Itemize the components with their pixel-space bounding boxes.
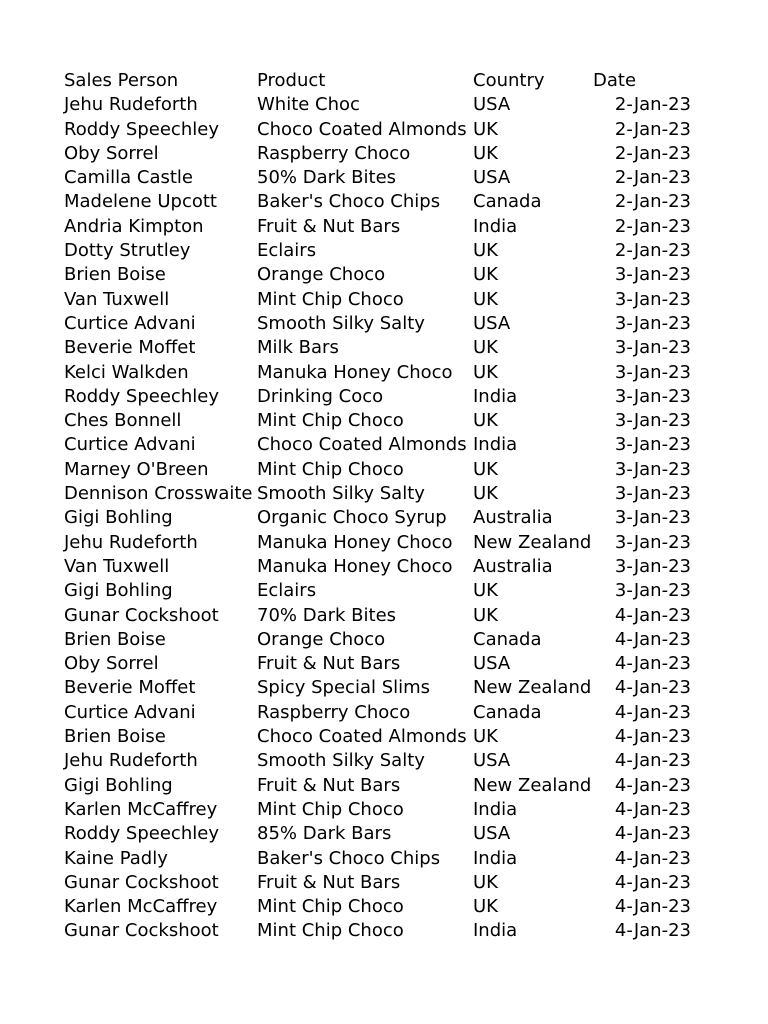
- table-row: [64, 312, 691, 336]
- table-row: [64, 288, 691, 312]
- cell-date: 2-Jan-23: [614, 118, 691, 140]
- table-row: [64, 458, 691, 482]
- cell-country: USA: [473, 823, 511, 845]
- cell-sales-person: Gunar Cockshoot: [64, 604, 219, 626]
- cell-product: Fruit & Nut Bars: [257, 871, 401, 893]
- cell-date: 2-Jan-23: [614, 94, 691, 116]
- cell-product: Orange Choco: [257, 628, 386, 650]
- cell-date: 4-Jan-23: [614, 677, 691, 699]
- cell-date: 4-Jan-23: [614, 774, 691, 796]
- table-row: [64, 142, 691, 166]
- table-row: [64, 433, 691, 457]
- cell-sales-person: Roddy Speechley: [64, 823, 219, 845]
- cell-sales-person: Oby Sorrel: [64, 653, 159, 675]
- cell-sales-person: Dotty Strutley: [64, 240, 191, 262]
- cell-sales-person: Roddy Speechley: [64, 118, 219, 140]
- cell-date: 4-Jan-23: [614, 896, 691, 918]
- sales-table: [64, 69, 691, 944]
- cell-product: Eclairs: [257, 580, 317, 602]
- cell-sales-person: Dennison Crosswaite: [64, 483, 253, 505]
- cell-country: USA: [473, 750, 511, 772]
- cell-date: 4-Jan-23: [614, 920, 691, 942]
- cell-country: India: [473, 434, 518, 456]
- cell-sales-person: Gunar Cockshoot: [64, 871, 219, 893]
- cell-country: UK: [473, 483, 498, 505]
- cell-country: Australia: [473, 555, 553, 577]
- cell-date: 3-Jan-23: [614, 410, 691, 432]
- cell-product: Choco Coated Almonds: [257, 434, 467, 456]
- table-row: [64, 701, 691, 725]
- cell-date: 3-Jan-23: [614, 434, 691, 456]
- cell-date: 3-Jan-23: [614, 385, 691, 407]
- cell-product: Fruit & Nut Bars: [257, 215, 401, 237]
- cell-product: Mint Chip Choco: [257, 458, 404, 480]
- table-row: [64, 93, 691, 117]
- cell-product: Choco Coated Almonds: [257, 118, 467, 140]
- table-row: [64, 749, 691, 773]
- cell-country: UK: [473, 458, 498, 480]
- cell-sales-person: Brien Boise: [64, 726, 166, 748]
- cell-country: New Zealand: [473, 774, 592, 796]
- table-row: [64, 555, 691, 579]
- table-row: [64, 263, 691, 287]
- cell-country: India: [473, 798, 518, 820]
- cell-country: UK: [473, 604, 498, 626]
- cell-country: UK: [473, 580, 498, 602]
- table-row: [64, 919, 691, 943]
- table-row: [64, 652, 691, 676]
- table-row: [64, 847, 691, 871]
- cell-date: 4-Jan-23: [614, 628, 691, 650]
- cell-product: Smooth Silky Salty: [257, 750, 425, 772]
- table-row: [64, 482, 691, 506]
- cell-product: Orange Choco: [257, 264, 386, 286]
- cell-sales-person: Brien Boise: [64, 264, 166, 286]
- cell-product: Baker's Choco Chips: [257, 847, 441, 869]
- cell-country: UK: [473, 871, 498, 893]
- cell-product: Manuka Honey Choco: [257, 361, 453, 383]
- cell-sales-person: Brien Boise: [64, 628, 166, 650]
- cell-product: Fruit & Nut Bars: [257, 653, 401, 675]
- cell-sales-person: Madelene Upcott: [64, 191, 217, 213]
- cell-sales-person: Van Tuxwell: [64, 555, 170, 577]
- table-row: [64, 409, 691, 433]
- cell-date: 3-Jan-23: [614, 555, 691, 577]
- cell-country: UK: [473, 896, 498, 918]
- cell-date: 4-Jan-23: [614, 750, 691, 772]
- cell-date: 4-Jan-23: [614, 798, 691, 820]
- cell-sales-person: Kaine Padly: [64, 847, 168, 869]
- cell-sales-person: Van Tuxwell: [64, 288, 170, 310]
- header-date: Date: [593, 70, 637, 91]
- cell-country: UK: [473, 410, 498, 432]
- table-row: [64, 604, 691, 628]
- cell-product: White Choc: [257, 94, 360, 116]
- cell-date: 3-Jan-23: [614, 507, 691, 529]
- cell-date: 4-Jan-23: [614, 701, 691, 723]
- cell-country: USA: [473, 653, 511, 675]
- cell-date: 3-Jan-23: [614, 264, 691, 286]
- table-row: [64, 822, 691, 846]
- cell-country: UK: [473, 240, 498, 262]
- cell-sales-person: Andria Kimpton: [64, 215, 204, 237]
- cell-product: Manuka Honey Choco: [257, 531, 453, 553]
- cell-date: 4-Jan-23: [614, 604, 691, 626]
- table-header-row: [64, 69, 691, 93]
- table-row: [64, 725, 691, 749]
- table-row: [64, 579, 691, 603]
- cell-country: India: [473, 215, 518, 237]
- cell-product: Mint Chip Choco: [257, 896, 404, 918]
- cell-date: 3-Jan-23: [614, 337, 691, 359]
- cell-country: New Zealand: [473, 531, 592, 553]
- table-row: [64, 215, 691, 239]
- cell-date: 3-Jan-23: [614, 458, 691, 480]
- cell-date: 2-Jan-23: [614, 142, 691, 164]
- header-country: Country: [473, 70, 545, 91]
- header-product: Product: [257, 70, 326, 91]
- cell-sales-person: Roddy Speechley: [64, 385, 219, 407]
- cell-sales-person: Oby Sorrel: [64, 142, 159, 164]
- cell-sales-person: Karlen McCaffrey: [64, 798, 218, 820]
- cell-sales-person: Jehu Rudeforth: [64, 94, 198, 116]
- table-row: [64, 676, 691, 700]
- cell-sales-person: Ches Bonnell: [64, 410, 182, 432]
- cell-sales-person: Beverie Moffet: [64, 677, 196, 699]
- table-row: [64, 774, 691, 798]
- cell-country: UK: [473, 142, 498, 164]
- cell-sales-person: Jehu Rudeforth: [64, 531, 198, 553]
- cell-date: 4-Jan-23: [614, 847, 691, 869]
- cell-product: 70% Dark Bites: [257, 604, 397, 626]
- cell-sales-person: Kelci Walkden: [64, 361, 189, 383]
- cell-country: USA: [473, 312, 511, 334]
- cell-product: Raspberry Choco: [257, 142, 411, 164]
- cell-country: UK: [473, 118, 498, 140]
- cell-product: Milk Bars: [257, 337, 339, 359]
- table-row: [64, 361, 691, 385]
- header-sales-person: Sales Person: [64, 70, 179, 91]
- cell-country: UK: [473, 288, 498, 310]
- cell-product: Drinking Coco: [257, 385, 384, 407]
- table-row: [64, 895, 691, 919]
- cell-country: Canada: [473, 191, 542, 213]
- cell-date: 2-Jan-23: [614, 215, 691, 237]
- cell-country: India: [473, 920, 518, 942]
- cell-product: Manuka Honey Choco: [257, 555, 453, 577]
- cell-sales-person: Marney O'Breen: [64, 458, 209, 480]
- cell-product: 50% Dark Bites: [257, 167, 397, 189]
- cell-product: Raspberry Choco: [257, 701, 411, 723]
- table-row: [64, 798, 691, 822]
- cell-country: UK: [473, 264, 498, 286]
- cell-sales-person: Beverie Moffet: [64, 337, 196, 359]
- table-row: [64, 506, 691, 530]
- cell-date: 4-Jan-23: [614, 653, 691, 675]
- cell-date: 4-Jan-23: [614, 871, 691, 893]
- cell-sales-person: Curtice Advani: [64, 312, 196, 334]
- cell-product: Smooth Silky Salty: [257, 483, 425, 505]
- cell-country: Canada: [473, 628, 542, 650]
- cell-product: Mint Chip Choco: [257, 798, 404, 820]
- cell-product: 85% Dark Bars: [257, 823, 392, 845]
- cell-country: UK: [473, 337, 498, 359]
- cell-country: Australia: [473, 507, 553, 529]
- cell-product: Mint Chip Choco: [257, 410, 404, 432]
- cell-country: UK: [473, 361, 498, 383]
- cell-country: New Zealand: [473, 677, 592, 699]
- cell-date: 3-Jan-23: [614, 483, 691, 505]
- cell-product: Fruit & Nut Bars: [257, 774, 401, 796]
- cell-product: Mint Chip Choco: [257, 920, 404, 942]
- table-row: [64, 239, 691, 263]
- table-row: [64, 166, 691, 190]
- cell-date: 4-Jan-23: [614, 726, 691, 748]
- table-row: [64, 871, 691, 895]
- table-row: [64, 336, 691, 360]
- cell-country: USA: [473, 94, 511, 116]
- cell-date: 2-Jan-23: [614, 191, 691, 213]
- cell-country: UK: [473, 726, 498, 748]
- cell-country: USA: [473, 167, 511, 189]
- cell-sales-person: Gigi Bohling: [64, 507, 173, 529]
- cell-sales-person: Curtice Advani: [64, 434, 196, 456]
- table-row: [64, 118, 691, 142]
- table-row: [64, 628, 691, 652]
- cell-product: Mint Chip Choco: [257, 288, 404, 310]
- cell-product: Smooth Silky Salty: [257, 312, 425, 334]
- cell-country: India: [473, 847, 518, 869]
- cell-date: 3-Jan-23: [614, 361, 691, 383]
- cell-date: 2-Jan-23: [614, 240, 691, 262]
- cell-product: Spicy Special Slims: [257, 677, 431, 699]
- table-row: [64, 531, 691, 555]
- cell-country: India: [473, 385, 518, 407]
- cell-product: Baker's Choco Chips: [257, 191, 441, 213]
- table-body: [64, 93, 691, 943]
- cell-date: 3-Jan-23: [614, 580, 691, 602]
- table-row: [64, 385, 691, 409]
- cell-product: Organic Choco Syrup: [257, 507, 447, 529]
- cell-sales-person: Gigi Bohling: [64, 580, 173, 602]
- cell-sales-person: Camilla Castle: [64, 167, 193, 189]
- cell-product: Eclairs: [257, 240, 317, 262]
- cell-sales-person: Gigi Bohling: [64, 774, 173, 796]
- cell-date: 3-Jan-23: [614, 531, 691, 553]
- cell-sales-person: Karlen McCaffrey: [64, 896, 218, 918]
- cell-sales-person: Jehu Rudeforth: [64, 750, 198, 772]
- cell-date: 2-Jan-23: [614, 167, 691, 189]
- table-row: [64, 190, 691, 214]
- cell-sales-person: Gunar Cockshoot: [64, 920, 219, 942]
- cell-product: Choco Coated Almonds: [257, 726, 467, 748]
- cell-sales-person: Curtice Advani: [64, 701, 196, 723]
- cell-date: 3-Jan-23: [614, 288, 691, 310]
- cell-date: 4-Jan-23: [614, 823, 691, 845]
- cell-date: 3-Jan-23: [614, 312, 691, 334]
- cell-country: Canada: [473, 701, 542, 723]
